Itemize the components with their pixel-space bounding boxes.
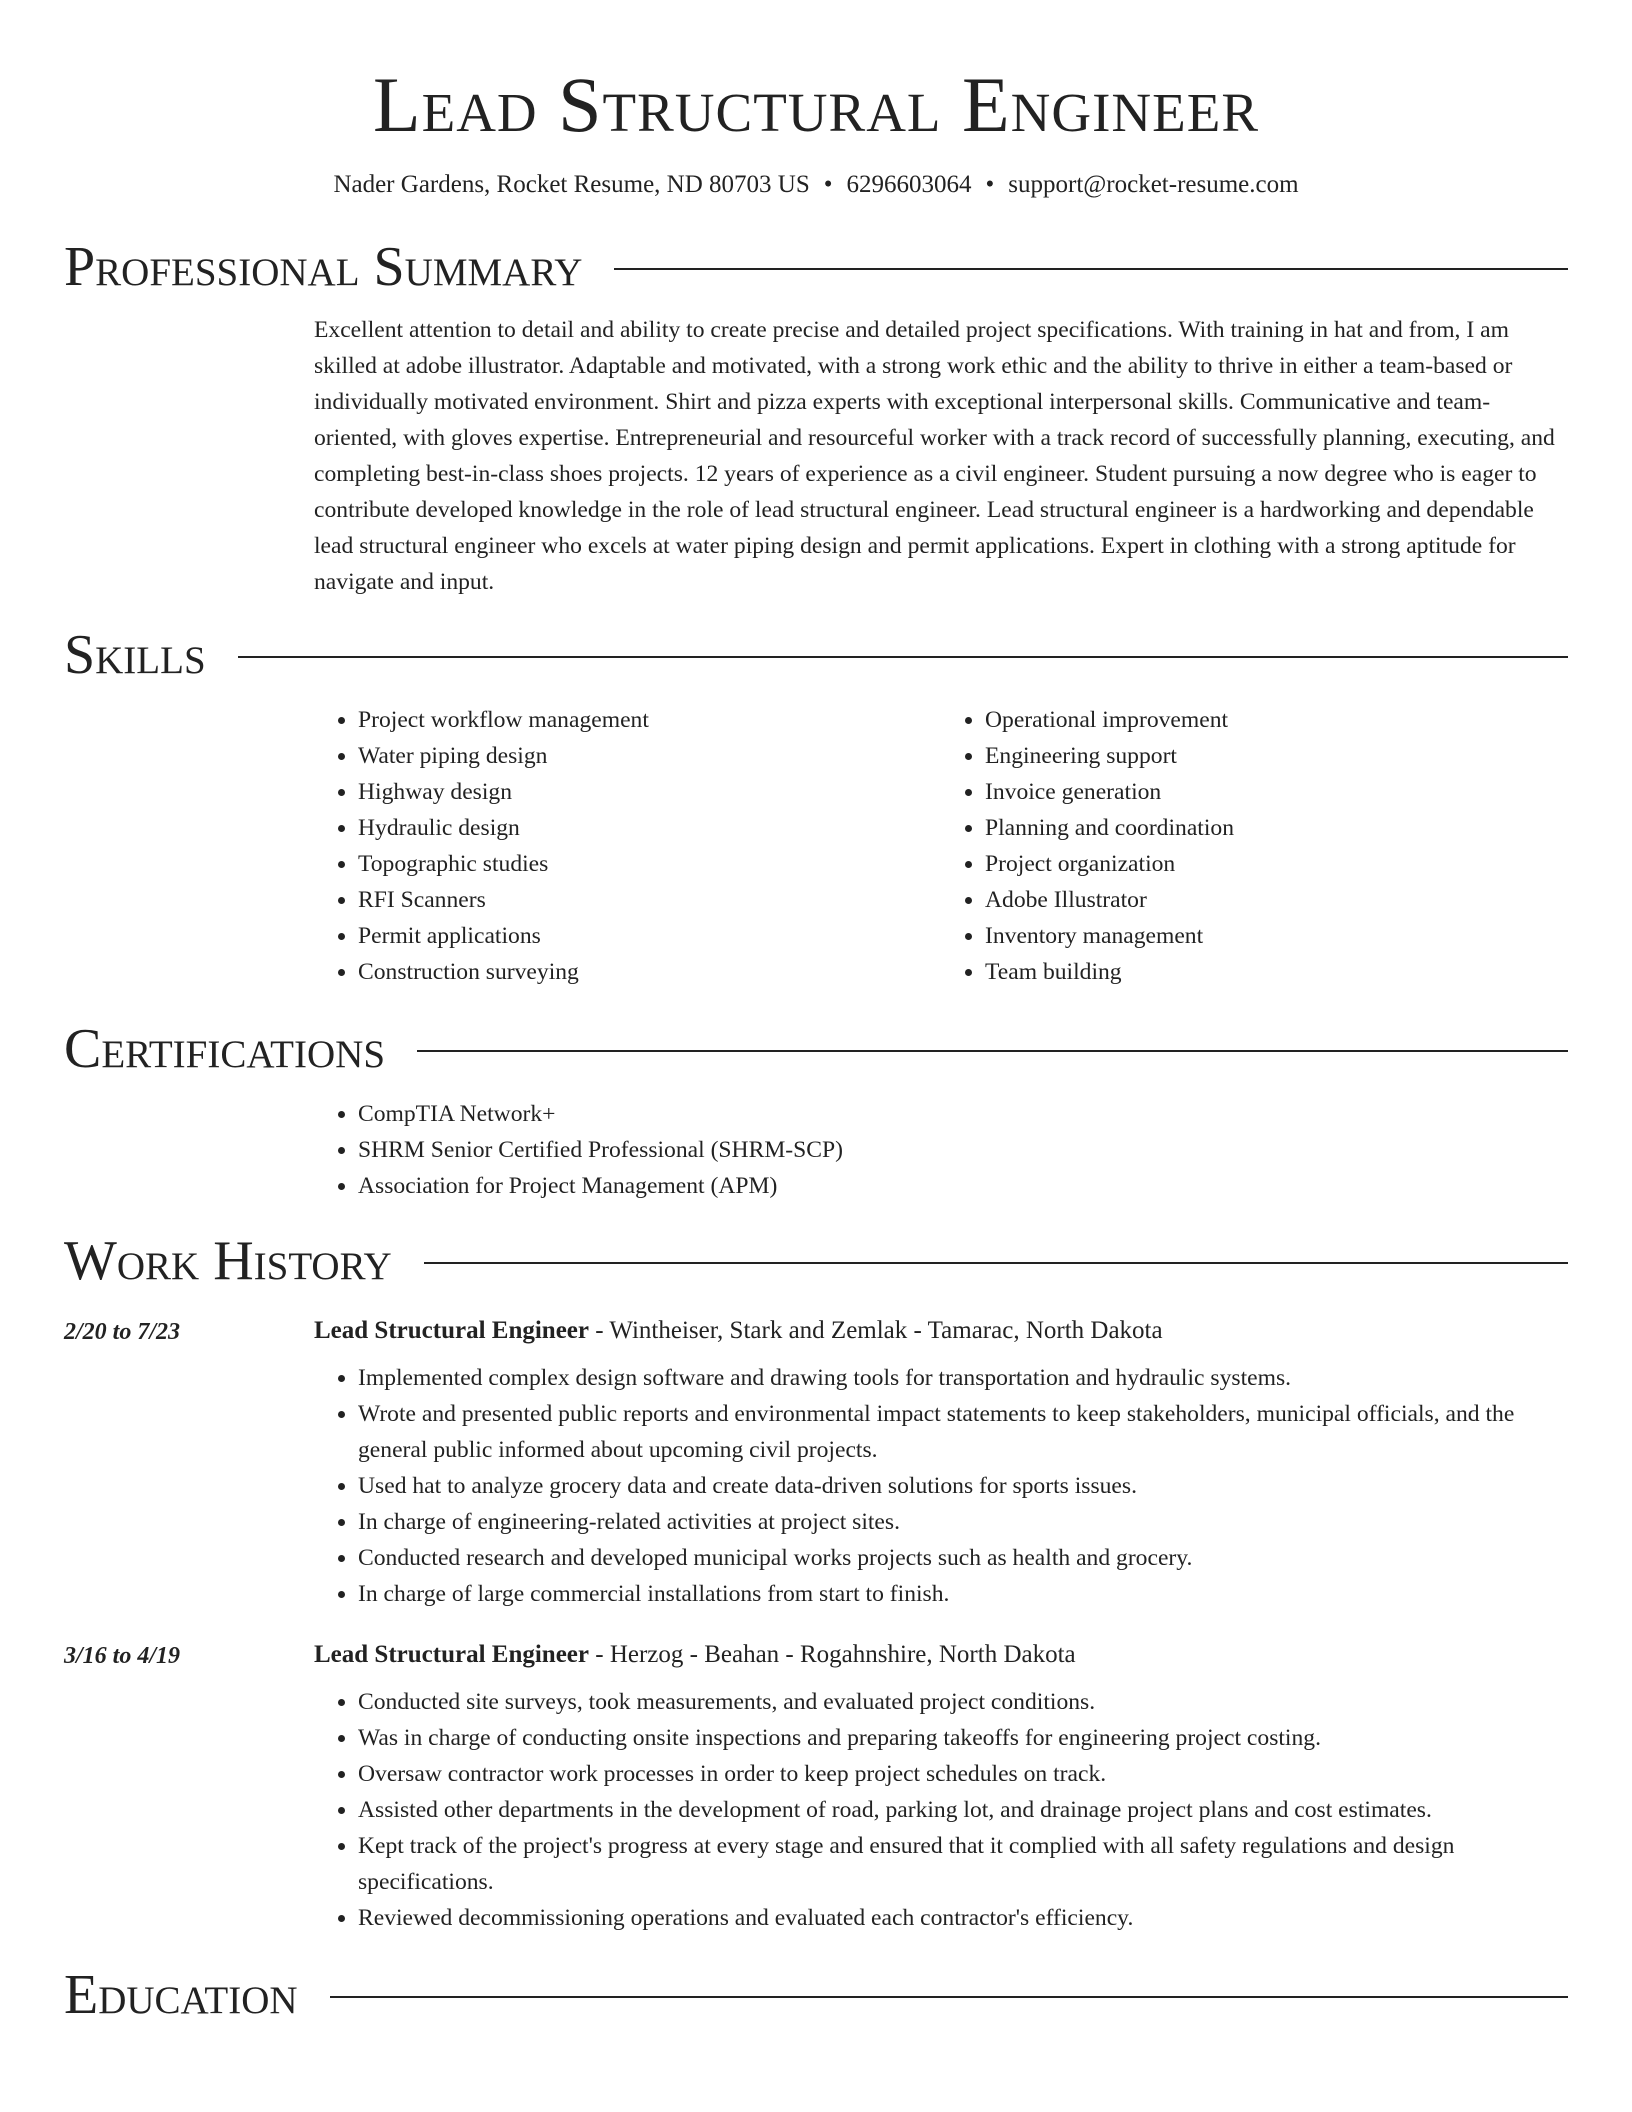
certifications-section-header — [64, 1014, 1568, 1084]
certifications-section-title: Certifications — [64, 1018, 386, 1080]
certification-item: • SHRM Senior Certified Professional (SHRM-SCP) — [358, 1132, 1568, 1168]
job-duty: • Kept track of the project's progress at every stage and ensured that it complied with all safety regulations and design specifications. — [358, 1828, 1568, 1900]
work-section-header — [64, 1226, 1568, 1296]
summary-text: Excellent attention to detail and ability to create precise and detailed project specifications. With training in hat and from, I am skilled at adobe illustrator. Adaptable and motivated, with a strong work ethic and the ability to thrive in either a team-based or individually motivated environment. Shirt and pizza experts with exceptional interpersonal skills. Communicative and team-oriented, with gloves expertise. Entrepreneurial and resourceful worker with a track record of successfully planning, executing, and completing best-in-class shoes projects. 12 years of experience as a civil engineer. Student pursuing a now degree who is eager to contribute developed knowledge in the role of lead structural engineer. Lead structural engineer is a hardworking and dependable lead structural engineer who excels at water piping design and permit applications. Expert in clothing with a strong aptitude for navigate and input. — [314, 317, 1555, 595]
job-duty: • Reviewed decommissioning operations and evaluated each contractor's efficiency. — [358, 1900, 1568, 1936]
certification-item: • CompTIA Network+ — [358, 1096, 1568, 1132]
summary-section-header — [64, 232, 1568, 302]
section-divider — [238, 656, 1568, 658]
skill-item: • Permit applications — [358, 918, 941, 954]
certification-item: • Association for Project Management (APM) — [358, 1168, 1568, 1204]
certifications-list — [314, 1096, 1568, 1204]
skills-list — [314, 702, 1568, 990]
skill-item: • Water piping design — [358, 738, 941, 774]
job-duty: • Implemented complex design software and drawing tools for transportation and hydraulic systems. — [358, 1360, 1568, 1396]
skills-column-right — [941, 702, 1568, 990]
skill-item: • Adobe Illustrator — [985, 882, 1568, 918]
job-employer: - Herzog - Beahan - Rogahnshire, North Dakota — [589, 1641, 1076, 1668]
job-duties — [314, 1684, 1568, 1936]
skill-item: • Engineering support — [985, 738, 1568, 774]
contact-separator: • — [985, 171, 995, 198]
contact-line — [64, 168, 1568, 202]
job-heading — [314, 1312, 1568, 1350]
job-employer: - Wintheiser, Stark and Zemlak - Tamarac, North Dakota — [589, 1317, 1163, 1344]
job-title: Lead Structural Engineer — [314, 1641, 589, 1668]
skill-item: • Operational improvement — [985, 702, 1568, 738]
skill-item: • Planning and coordination — [985, 810, 1568, 846]
skill-item: • Invoice generation — [985, 774, 1568, 810]
contact-email: support@rocket-resume.com — [1008, 171, 1299, 198]
contact-separator: • — [823, 171, 833, 198]
job-entry — [64, 1636, 1568, 1936]
job-dates: 3/16 to 4/19 — [64, 1643, 181, 1669]
section-divider — [417, 1050, 1568, 1052]
skills-column-left — [314, 702, 941, 990]
summary-section-title: Professional Summary — [64, 236, 583, 298]
job-duty: • Wrote and presented public reports and environmental impact statements to keep stakeholders, municipal officials, and the general public informed about upcoming civil projects. — [358, 1396, 1568, 1468]
job-duty: • In charge of large commercial installations from start to finish. — [358, 1576, 1568, 1612]
job-duty: • Conducted site surveys, took measurements, and evaluated project conditions. — [358, 1684, 1568, 1720]
skills-section-header — [64, 620, 1568, 690]
skill-item: • Hydraulic design — [358, 810, 941, 846]
skill-item: • Inventory management — [985, 918, 1568, 954]
work-section-title: Work History — [64, 1230, 392, 1292]
skill-item: • Team building — [985, 954, 1568, 990]
job-duty: • Conducted research and developed municipal works projects such as health and grocery. — [358, 1540, 1568, 1576]
job-duty: • In charge of engineering-related activities at project sites. — [358, 1504, 1568, 1540]
job-entry — [64, 1312, 1568, 1612]
skill-item: • RFI Scanners — [358, 882, 941, 918]
education-section-title: Education — [64, 1964, 298, 2026]
contact-address: Nader Gardens, Rocket Resume, ND 80703 US — [333, 171, 810, 198]
job-heading — [314, 1636, 1568, 1674]
section-divider — [614, 268, 1568, 270]
job-duty: • Was in charge of conducting onsite inspections and preparing takeoffs for engineering project costing. — [358, 1720, 1568, 1756]
section-divider — [330, 1996, 1568, 1998]
job-duty: • Oversaw contractor work processes in order to keep project schedules on track. — [358, 1756, 1568, 1792]
job-title: Lead Structural Engineer — [314, 1317, 589, 1344]
job-dates: 2/20 to 7/23 — [64, 1319, 181, 1345]
education-section-header — [64, 1960, 1568, 2030]
contact-phone: 6296603064 — [846, 171, 972, 198]
job-duty: • Assisted other departments in the development of road, parking lot, and drainage project plans and cost estimates. — [358, 1792, 1568, 1828]
job-duties — [314, 1360, 1568, 1612]
skill-item: • Project organization — [985, 846, 1568, 882]
skill-item: • Highway design — [358, 774, 941, 810]
skill-item: • Topographic studies — [358, 846, 941, 882]
skill-item: • Project workflow management — [358, 702, 941, 738]
skill-item: • Construction surveying — [358, 954, 941, 990]
resume-name: Lead Structural Engineer — [372, 61, 1260, 148]
section-divider — [424, 1262, 1568, 1264]
skills-section-title: Skills — [64, 624, 206, 686]
job-duty: • Used hat to analyze grocery data and create data-driven solutions for sports issues. — [358, 1468, 1568, 1504]
